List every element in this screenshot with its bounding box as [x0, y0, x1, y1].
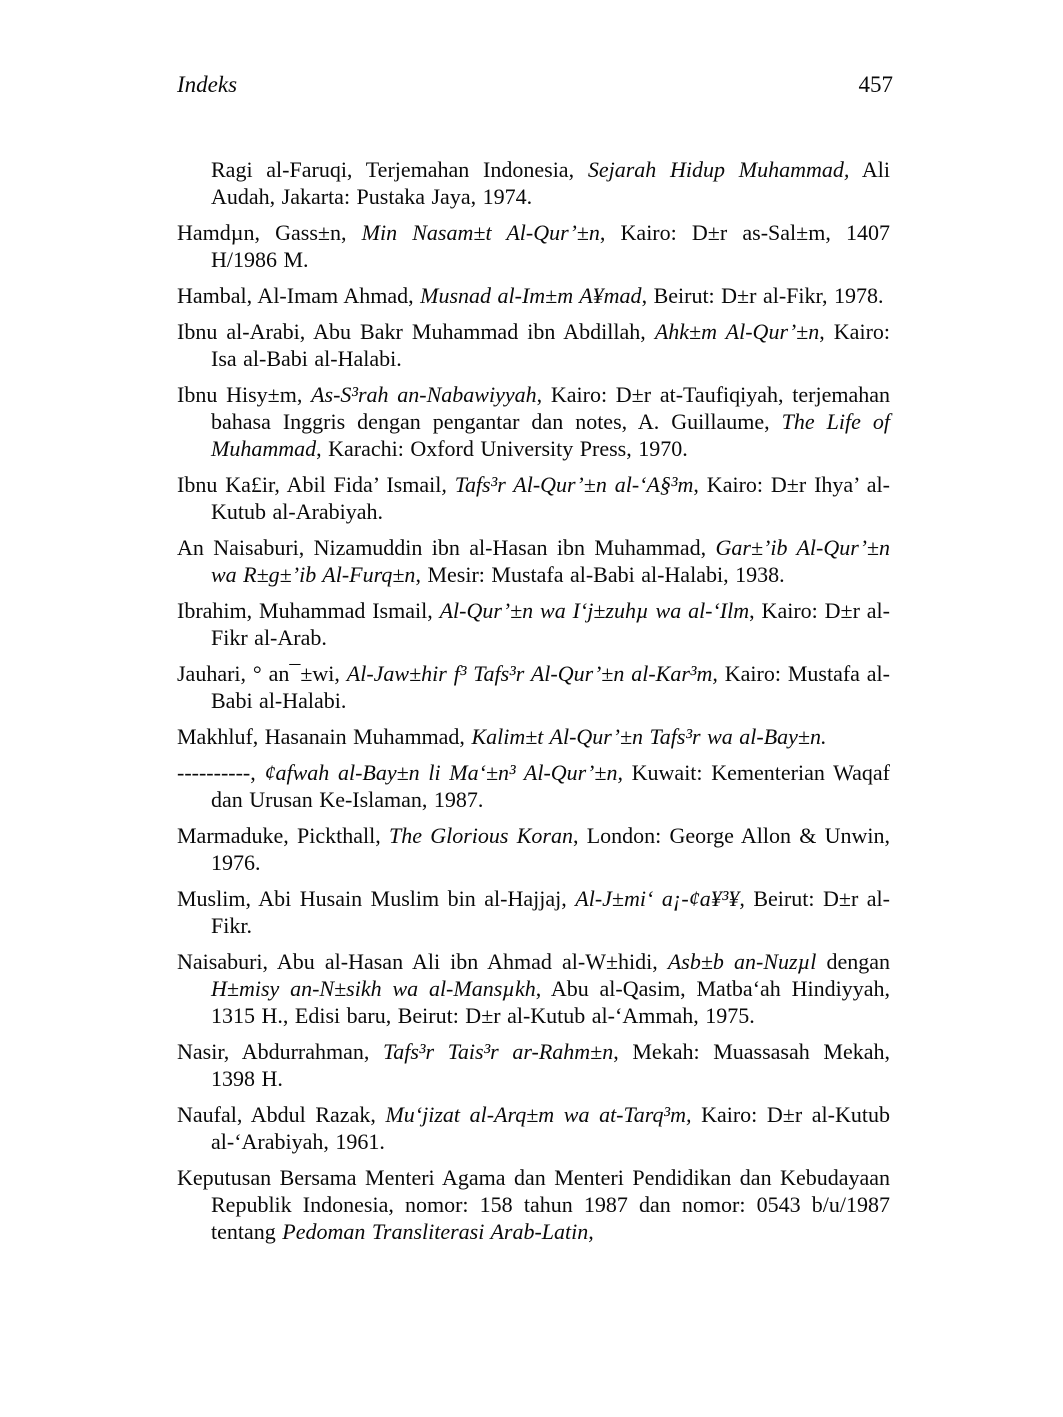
entry-segment: , Beirut: D±r al-Fikr, 1978. [641, 283, 884, 308]
entry-segment: , Mekah: Muassasah Mekah, 1398 H. [211, 1039, 890, 1091]
bibliography-entry [177, 597, 890, 651]
bibliography-entry [177, 660, 890, 714]
entry-segment: Ali Audah, Jakarta: Pustaka Jaya, 1974. [211, 157, 890, 209]
entry-segment: Ahk±m Al-Qur’±n [654, 319, 820, 344]
bibliography-entry [177, 948, 890, 1029]
entry-segment: Gar±’ib Al-Qur’±n wa R±g±’ib Al-Furq±n [211, 535, 890, 587]
entry-segment: , Abu al-Qasim, Matba‘ah Hindiyyah, 1315 H., Edisi baru, Beirut: D±r al-Kutub al-‘Ammah, 1975. [211, 976, 890, 1028]
entry-segment: Ibnu Ka£ir, Abil Fida’ Ismail [177, 472, 442, 497]
entry-segment: , Kairo: D±r al-Fikr al-Arab. [211, 598, 891, 650]
entry-segment: Nasir, Abdurrahman, [177, 1039, 384, 1064]
entry-segment: Tafs³r Tais³r ar-Rahm±n [383, 1039, 614, 1064]
entry-segment: Makhluf, Hasanain Muhammad, [177, 724, 472, 749]
entry-segment: ¢afwah al-Bay±n li Ma‘±n³ Al-Qur’±n, [264, 760, 623, 785]
header-section-title: Indeks [177, 72, 238, 97]
running-header [177, 72, 893, 98]
entry-segment: Musnad al-Im±m A¥mad [420, 283, 642, 308]
entry-segment: Al-Jaw±hir f³ Tafs³r Al-Qur’±n al-Kar³m, [346, 661, 718, 686]
entry-segment: Al-J±mi‘ a¡-¢a¥³¥, [575, 886, 745, 911]
bibliography-entry [177, 822, 890, 876]
entry-segment: Marmaduke, Pickthall, [177, 823, 389, 848]
entry-segment: An Naisaburi, Nizamuddin ibn al-Hasan ibn Muhammad, [177, 535, 716, 560]
entry-segment: , Kairo: Isa al-Babi al-Halabi. [211, 319, 891, 371]
bibliography-entry [177, 723, 890, 750]
entry-segment: , Kairo: D±r at-Taufiqiyah, terjemahan bahasa Inggris dengan pengantar dan notes, A. Guillaume, [211, 382, 890, 434]
header-page-number: 457 [858, 72, 893, 97]
bibliography-entry [177, 318, 890, 372]
entry-segment: Pedoman Transliterasi Arab-Latin, [282, 1219, 594, 1244]
entry-segment: Mu‘jizat al-Arq±m wa at-Tarq³m, [385, 1102, 692, 1127]
entry-segment: Min Nasam±t Al-Qur’±n [361, 220, 600, 245]
entry-segment: Kuwait: Kementerian Waqaf dan Urusan Ke-Islaman, 1987. [211, 760, 890, 812]
entry-segment: Ragi al-Faruqi, Terjemahan Indonesia, [211, 157, 588, 182]
entry-segment: Sejarah Hidup Muhammad, [587, 157, 850, 182]
entry-segment: Ibnu Hisy±m, [177, 382, 312, 407]
entry-segment: Ibnu al-Arabi, Abu Bakr Muhammad ibn Abdillah, [177, 319, 655, 344]
bibliography-entry [177, 534, 890, 588]
entry-segment: , Tafs³r Al-Qur’±n al-‘A§³m [441, 472, 694, 497]
entry-segment: Hamdµn, Gass±n, [177, 220, 362, 245]
entry-segment: Hambal, Al-Imam Ahmad, [177, 283, 421, 308]
entry-segment: , Mesir: Mustafa al-Babi al-Halabi, 1938. [415, 562, 785, 587]
entry-segment: The Life of Muhammad [211, 409, 891, 461]
entry-segment: ----------, [177, 760, 265, 785]
entry-segment: , Kairo: D±r as-Sal±m, 1407 H/1986 M. [211, 220, 890, 272]
entry-segment: , Kairo: D±r Ihya’ al-Kutub al-Arabiyah. [211, 472, 890, 524]
bibliography-entry [177, 885, 890, 939]
entry-segment: Beirut: D±r al-Fikr. [211, 886, 891, 938]
entry-segment: , London: George Allon & Unwin, 1976. [211, 823, 890, 875]
entry-segment: dengan [816, 949, 890, 974]
bibliography-entry [177, 1101, 890, 1155]
bibliography-entry [177, 1164, 890, 1245]
entry-segment: The Glorious Koran [389, 823, 573, 848]
entry-segment: Kairo: Mustafa al-Babi al-Halabi. [211, 661, 890, 713]
bibliography-entry [177, 282, 890, 309]
bibliography-list [177, 156, 890, 1254]
entry-segment: Keputusan Bersama Menteri Agama dan Menteri Pendidikan dan Kebudayaan Republik Indonesia, nomor: 158 tahun 1987 dan nomor: 0543 b/u/1987 tentang [177, 1165, 890, 1244]
entry-segment: Muslim, Abi Husain Muslim bin al-Hajjaj, [177, 886, 576, 911]
bibliography-entry [177, 219, 890, 273]
bibliography-entry [177, 156, 890, 210]
bibliography-entry [177, 381, 890, 462]
entry-segment: Kalim±t Al-Qur’±n Tafs³r wa al-Bay±n. [471, 724, 827, 749]
entry-segment: Ibrahim, Muhammad Ismail, [177, 598, 440, 623]
bibliography-entry [177, 759, 890, 813]
entry-segment: H±misy an-N±sikh wa al-Mansµkh [211, 976, 536, 1001]
entry-segment: Naufal, Abdul Razak, [177, 1102, 386, 1127]
entry-segment: Al-Qur’±n wa I‘j±zuhµ wa al-‘Ilm [439, 598, 750, 623]
entry-segment: , Karachi: Oxford University Press, 1970. [316, 436, 688, 461]
entry-segment: Naisaburi, Abu al-Hasan Ali ibn Ahmad al-W±hidi, [177, 949, 668, 974]
entry-segment: As-S³rah an-Nabawiyyah [311, 382, 537, 407]
entry-segment: Kairo: D±r al-Kutub al-‘Arabiyah, 1961. [211, 1102, 890, 1154]
entry-segment: Asb±b an-Nuzµl [667, 949, 817, 974]
entry-segment: Jauhari, ° an¯±wi, [177, 661, 347, 686]
bibliography-entry [177, 1038, 890, 1092]
bibliography-entry [177, 471, 890, 525]
